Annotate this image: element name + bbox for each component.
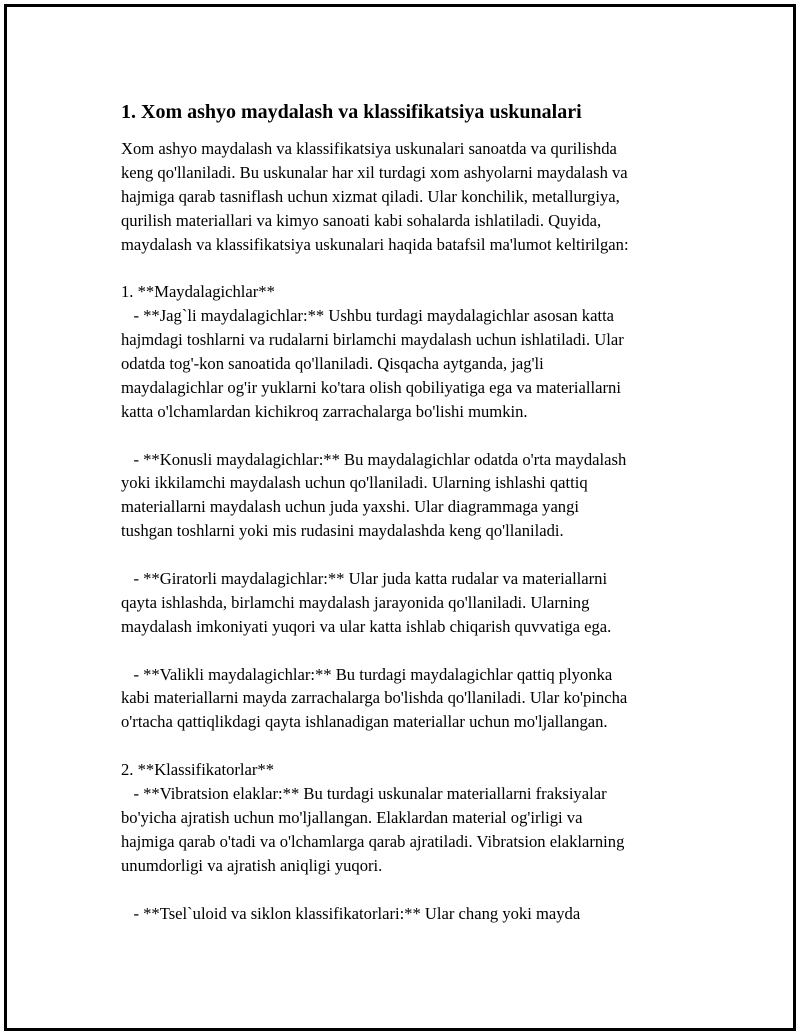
- page-frame: [4, 4, 796, 1031]
- blank-line: [121, 734, 711, 758]
- blank-line: [121, 639, 711, 663]
- text-line: Xom ashyo maydalash va klassifikatsiya uskunalari sanoatda va qurilishda: [121, 139, 617, 158]
- text-line: kabi materiallarni mayda zarrachalarga bo'lishda qo'llaniladi. Ular ko'pincha: [121, 688, 628, 708]
- text-line: hajmiga qarab tasniflash uchun xizmat qiladi. Ular konchilik, metallurgiya,: [121, 186, 620, 206]
- text-line: qayta ishlashda, birlamchi maydalash jarayonida qo'llaniladi. Ularning: [121, 592, 590, 612]
- text-line: - **Giratorli maydalagichlar:** Ular juda katta rudalar va materiallarni: [121, 569, 608, 589]
- list-heading-maydalagichlar: 1. **Maydalagichlar**: [121, 282, 275, 302]
- text-line: qurilish materiallari va kimyo sanoati kabi sohalarda ishlatiladi. Quyida,: [121, 210, 602, 230]
- paragraph-lines: [121, 137, 711, 925]
- text-line: odatda tog'-kon sanoatida qo'llaniladi. Qisqacha aytganda, jag'li: [121, 354, 544, 374]
- text-line: o'rtacha qattiqlikdagi qayta ishlanadigan materiallar uchun mo'ljallangan.: [121, 712, 608, 732]
- text-line: - **Konusli maydalagichlar:** Bu maydalagichlar odatda o'rta maydalash: [121, 449, 627, 469]
- text-line: maydalash va klassifikatsiya uskunalari haqida batafsil ma'lumot keltirilgan:: [121, 234, 629, 254]
- blank-line: [121, 424, 711, 448]
- text-line: materiallarni maydalash uchun juda yaxshi. Ular diagrammaga yangi: [121, 497, 580, 517]
- text-line: - **Valikli maydalagichlar:** Bu turdagi maydalagichlar qattiq plyonka: [121, 664, 613, 684]
- blank-line: [121, 543, 711, 567]
- text-line: hajmdagi toshlarni va rudalarni birlamchi maydalash uchun ishlatiladi. Ular: [121, 330, 624, 350]
- text-line: unumdorligi va ajratish aniqligi yuqori.: [121, 855, 383, 875]
- text-line: tushgan toshlarni yoki mis rudasini maydalashda keng qo'llaniladi.: [121, 521, 564, 541]
- list-heading-klassifikatorlar: 2. **Klassifikatorlar**: [121, 760, 274, 780]
- text-line: katta o'lchamlardan kichikroq zarrachalarga bo'lishi mumkin.: [121, 401, 528, 421]
- section-heading: 1. Xom ashyo maydalash va klassifikatsiya uskunalari: [121, 101, 582, 123]
- blank-line: [121, 878, 711, 902]
- text-line: - **Jag`li maydalagichlar:** Ushbu turdagi maydalagichlar asosan katta: [121, 306, 615, 326]
- document-body: [121, 99, 711, 925]
- text-line: keng qo'llaniladi. Bu uskunalar har xil turdagi xom ashyolarni maydalash va: [121, 162, 628, 182]
- text-line: maydalagichlar og'ir yuklarni ko'tara olish qobiliyatiga ega va materiallarni: [121, 377, 621, 397]
- text-line: maydalash imkoniyati yuqori va ular katta ishlab chiqarish quvvatiga ega.: [121, 616, 612, 636]
- text-line: hajmiga qarab o'tadi va o'lchamlarga qarab ajratiladi. Vibratsion elaklarning: [121, 831, 625, 851]
- text-line: bo'yicha ajratish uchun mo'ljallangan. Elaklardan material og'irligi va: [121, 807, 583, 827]
- text-line: - **Vibratsion elaklar:** Bu turdagi uskunalar materiallarni fraksiyalar: [121, 784, 607, 804]
- blank-line: [121, 256, 711, 280]
- text-line: yoki ikkilamchi maydalash uchun qo'llaniladi. Ularning ishlashi qattiq: [121, 473, 588, 493]
- text-line: - **Tsel`uloid va siklon klassifikatorlari:** Ular chang yoki mayda: [121, 903, 581, 923]
